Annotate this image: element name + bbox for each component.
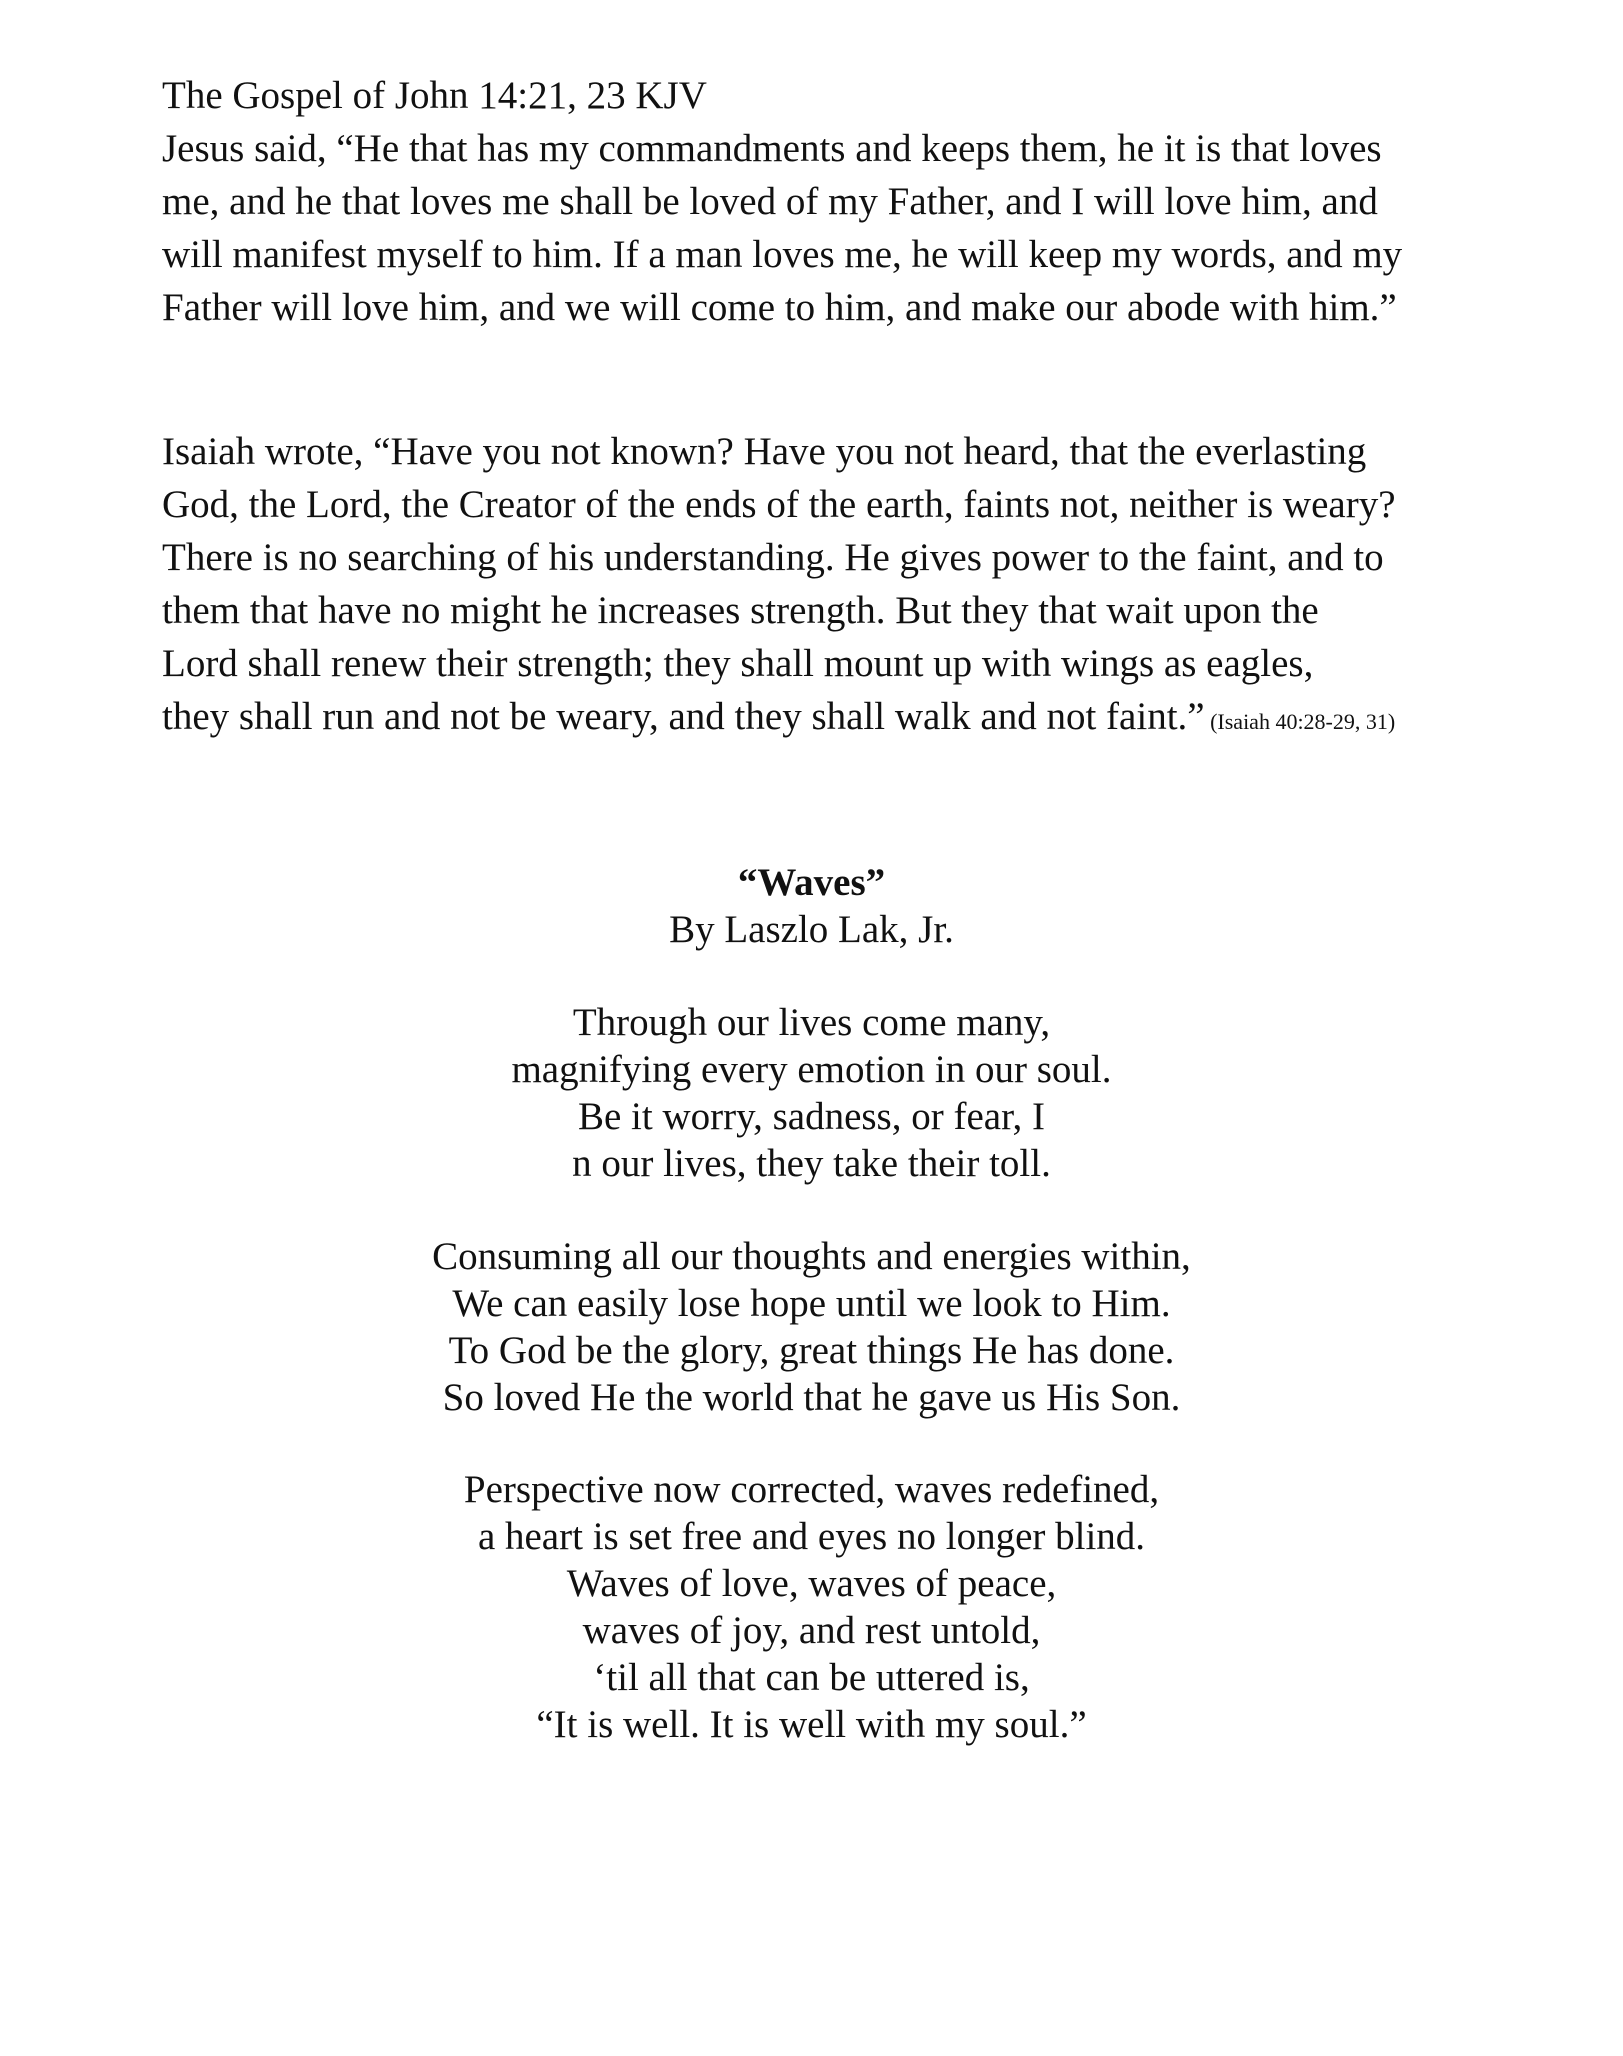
poem-stanza-3 — [0, 1466, 1623, 1748]
poem-title: “Waves” — [737, 861, 886, 904]
isaiah-line: Lord shall renew their strength; they shall mount up with wings as eagles, — [162, 642, 1314, 685]
gospel-line: Jesus said, “He that has my commandments and keeps them, he it is that loves — [162, 127, 1382, 170]
isaiah-line: There is no searching of his understanding. He gives power to the faint, and to — [162, 536, 1384, 579]
isaiah-citation: (Isaiah 40:28-29, 31) — [1204, 709, 1396, 734]
gospel-line: will manifest myself to him. If a man loves me, he will keep my words, and my — [162, 233, 1403, 276]
poem-line: We can easily lose hope until we look to Him. — [452, 1282, 1171, 1325]
poem-line: n our lives, they take their toll. — [572, 1142, 1051, 1185]
gospel-heading: The Gospel of John 14:21, 23 KJV — [162, 74, 707, 117]
poem-title-block — [0, 859, 1623, 906]
poem-line: Consuming all our thoughts and energies within, — [432, 1235, 1191, 1278]
poem-stanza-2 — [0, 1233, 1623, 1421]
poem-line: “It is well. It is well with my soul.” — [536, 1703, 1087, 1746]
isaiah-line: Isaiah wrote, “Have you not known? Have you not heard, that the everlasting — [162, 430, 1367, 473]
poem-line: Waves of love, waves of peace, — [566, 1562, 1057, 1605]
isaiah-line: them that have no might he increases strength. But they that wait upon the — [162, 589, 1319, 632]
gospel-passage — [162, 69, 1502, 334]
poem-author-block — [0, 906, 1623, 953]
isaiah-passage — [162, 425, 1502, 748]
gospel-line: me, and he that loves me shall be loved of my Father, and I will love him, and — [162, 180, 1378, 223]
poem-line: magnifying every emotion in our soul. — [511, 1048, 1112, 1091]
isaiah-line: God, the Lord, the Creator of the ends of the earth, faints not, neither is weary? — [162, 483, 1396, 526]
poem-line: ‘til all that can be uttered is, — [593, 1656, 1030, 1699]
poem-line: a heart is set free and eyes no longer blind. — [477, 1515, 1146, 1558]
poem-line: Perspective now corrected, waves redefined, — [463, 1468, 1160, 1511]
poem-stanza-1 — [0, 999, 1623, 1187]
isaiah-last-line — [162, 690, 1502, 748]
poem-line: So loved He the world that he gave us His Son. — [442, 1376, 1181, 1419]
poem-author: By Laszlo Lak, Jr. — [669, 908, 954, 951]
poem-line: Be it worry, sadness, or fear, I — [577, 1095, 1045, 1138]
gospel-line: Father will love him, and we will come to him, and make our abode with him.” — [162, 286, 1397, 329]
poem-line: waves of joy, and rest untold, — [582, 1609, 1041, 1652]
poem-line: To God be the glory, great things He has done. — [448, 1329, 1175, 1372]
isaiah-last-line-text: they shall run and not be weary, and they shall walk and not faint.” — [162, 695, 1205, 738]
poem-line: Through our lives come many, — [572, 1001, 1051, 1044]
